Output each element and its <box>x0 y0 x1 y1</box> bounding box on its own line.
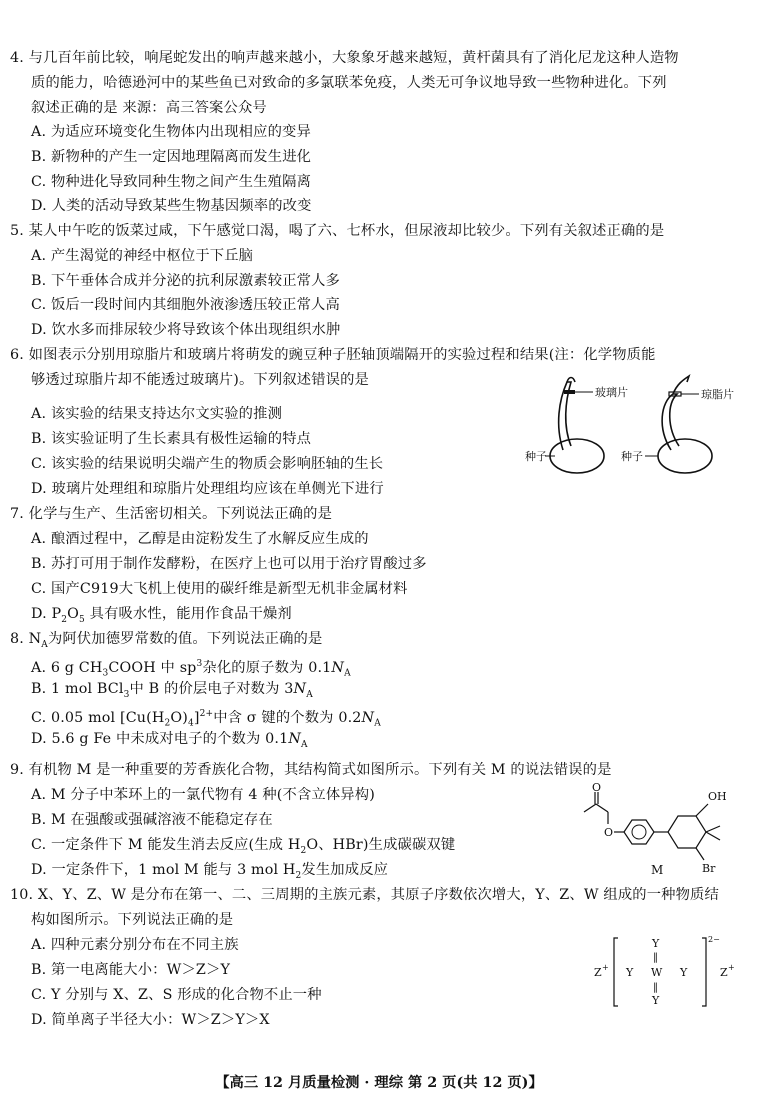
q10-option-d: D. 简单离子半径大小：W＞Z＞Y＞X <box>31 1012 270 1028</box>
q10-stem-line1: 10. X、Y、Z、W 是分布在第一、二、三周期的主族元素，其原子序数依次增大，Y、Z、W 组成的一种物质结 <box>10 887 719 903</box>
double-bond-bottom: ‖ <box>653 982 658 993</box>
atom-w-center: W <box>651 966 663 979</box>
q8-stem: 8. $N_A$为阿伏加德罗常数的值。下列说法正确的是 <box>10 631 323 650</box>
q4-stem-line3: 叙述正确的是 来源：高三答案公众号 <box>31 100 267 116</box>
q4-option-d: D. 人类的活动导致某些生物基因频率的改变 <box>31 198 312 214</box>
ion-structure-figure <box>594 932 744 1012</box>
compound-m-label: M <box>651 863 664 877</box>
structure-m-figure <box>578 782 748 877</box>
q8-option-b: B. 1 mol BCl$_3$中 B 的价层电子对数为 $3N_A$ <box>31 681 313 700</box>
q4-stem-line1: 4. 与几百年前比较，响尾蛇发出的响声越来越小，大象象牙越来越短，黄杆菌具有了消化尼龙这种人造物 <box>10 50 679 66</box>
q4-option-c: C. 物种进化导致同种生物之间产生生殖隔离 <box>31 174 312 190</box>
q9-option-b: B. M 在强酸或强碱溶液不能稳定存在 <box>31 812 273 828</box>
atom-y-right: Y <box>680 966 688 979</box>
q6-option-b: B. 该实验证明了生长素具有极性运输的特点 <box>31 431 312 447</box>
q8-option-d: D. 5.6 g Fe 中未成对电子的个数为 $0.1N_A$ <box>31 731 308 750</box>
double-bond-top: ‖ <box>653 952 658 963</box>
q9-stem: 9. 有机物 M 是一种重要的芳香族化合物，其结构简式如图所示。下列有关 M 的说法错误的是 <box>10 762 612 778</box>
q7-option-a: A. 酿酒过程中，乙醇是由淀粉发生了水解反应生成的 <box>31 531 369 547</box>
anion-charge: 2− <box>708 935 720 944</box>
q7-option-d: D. $P_2O_5$ 具有吸水性，能用作食品干燥剂 <box>31 606 292 625</box>
q5-option-b: B. 下午垂体合成并分泌的抗利尿激素较正常人多 <box>31 273 340 289</box>
q9-option-d: D. 一定条件下，1 mol M 能与 3 mol $H_2$发生加成反应 <box>31 862 389 881</box>
cation-charge-left: + <box>602 963 609 972</box>
q4-stem-line2: 质的能力，哈德逊河中的某些鱼已对致命的多氯联苯免疫，人类无可争议地导致一些物种进化。下列 <box>31 75 667 91</box>
q6-option-d: D. 玻璃片处理组和琼脂片处理组均应该在单侧光下进行 <box>31 481 384 497</box>
q6-stem-line2: 够透过琼脂片却不能透过玻璃片)。下列叙述错误的是 <box>31 372 370 388</box>
atom-y-top: Y <box>652 937 660 950</box>
ester-o-label: O <box>604 826 614 839</box>
q9-option-c: C. 一定条件下 M 能发生消去反应(生成 $H_2O$、HBr)生成碳碳双键 <box>31 837 456 856</box>
q8-option-a: A. 6 g $CH_3COOH$ 中 $sp^3$杂化的原子数为 $0.1N_A$ <box>31 659 351 679</box>
q5-option-c: C. 饭后一段时间内其细胞外液渗透压较正常人高 <box>31 297 340 313</box>
q4-option-a: A. 为适应环境变化生物体内出现相应的变异 <box>31 124 311 140</box>
seedling-experiment-figure <box>525 370 750 490</box>
cation-z-right: Z <box>720 966 728 979</box>
seed-label-right: 种子 <box>621 450 643 463</box>
bromine-label: Br <box>702 862 716 875</box>
q4-option-b: B. 新物种的产生一定因地理隔离而发生进化 <box>31 149 312 165</box>
hydroxyl-label: OH <box>708 790 727 803</box>
cation-charge-right: + <box>728 963 735 972</box>
glass-label: 玻璃片 <box>595 386 628 399</box>
atom-y-bottom: Y <box>652 994 660 1007</box>
q10-stem-line2: 构如图所示。下列说法正确的是 <box>31 912 234 928</box>
atom-y-left: Y <box>626 966 634 979</box>
q10-option-a: A. 四种元素分别分布在不同主族 <box>31 937 239 953</box>
q6-stem-line1: 6. 如图表示分别用琼脂片和玻璃片将萌发的豌豆种子胚轴顶端隔开的实验过程和结果(注：化学物质能 <box>10 347 656 363</box>
q9-option-a: A. M 分子中苯环上的一氯代物有 4 种(不含立体异构) <box>31 787 375 803</box>
q10-option-b: B. 第一电离能大小：W＞Z＞Y <box>31 962 231 978</box>
agar-label: 琼脂片 <box>701 388 734 401</box>
q5-option-a: A. 产生渴觉的神经中枢位于下丘脑 <box>31 248 254 264</box>
q7-option-b: B. 苏打可用于制作发酵粉，在医疗上也可以用于治疗胃酸过多 <box>31 556 427 572</box>
cation-z-left: Z <box>594 966 602 979</box>
seed-label-left: 种子 <box>525 450 547 463</box>
page-footer: 【高三 12 月质量检测 · 理综 第 2 页(共 12 页)】 <box>215 1075 543 1091</box>
q5-option-d: D. 饮水多而排尿较少将导致该个体出现组织水肿 <box>31 322 341 338</box>
q6-option-c: C. 该实验的结果说明尖端产生的物质会影响胚轴的生长 <box>31 456 384 472</box>
q10-option-c: C. Y 分别与 X、Z、S 形成的化合物不止一种 <box>31 987 322 1003</box>
q5-stem: 5. 某人中午吃的饭菜过咸，下午感觉口渴，喝了六、七杯水，但尿液却比较少。下列有关叙述正确的是 <box>10 223 665 239</box>
q6-option-a: A. 该实验的结果支持达尔文实验的推测 <box>31 406 283 422</box>
q8-option-c: C. 0.05 mol $[Cu(H_2O)_4]^{2+}$中含 σ 键的个数为 $0.2N_A$ <box>31 709 381 729</box>
q7-option-c: C. 国产C919大飞机上使用的碳纤维是新型无机非金属材料 <box>31 581 408 597</box>
q7-stem: 7. 化学与生产、生活密切相关。下列说法正确的是 <box>10 506 333 522</box>
carbonyl-o-label: O <box>592 782 602 794</box>
